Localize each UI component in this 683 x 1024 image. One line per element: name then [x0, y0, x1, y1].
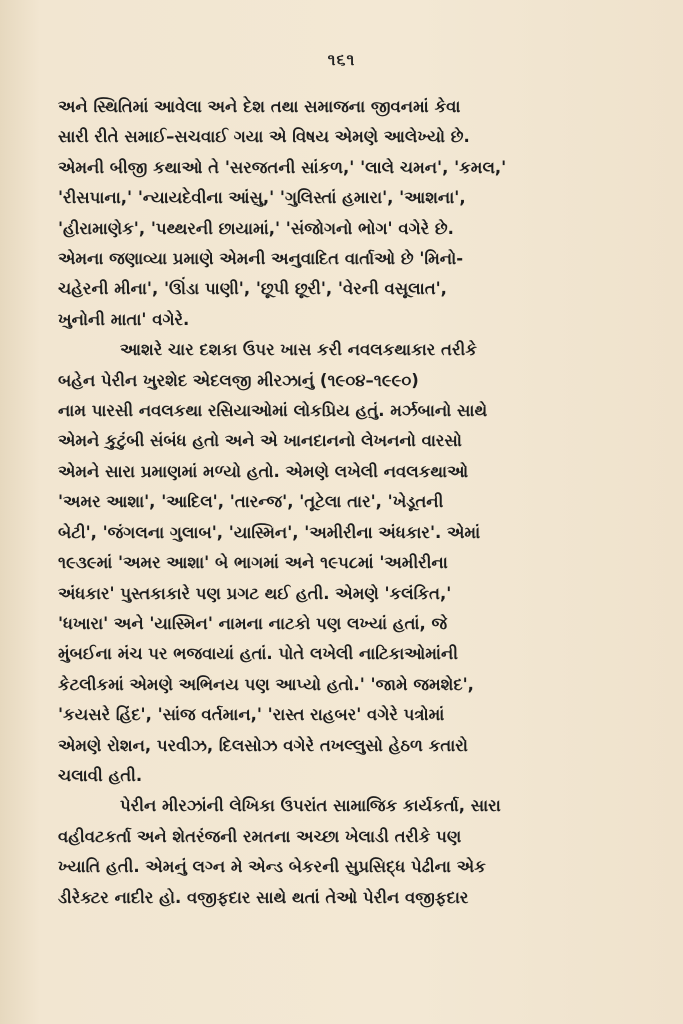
- text-line: ખુનોની માતા' વગેરે.: [58, 309, 190, 329]
- text-line: ડીરેક્ટર નાદીર હો. વજીફદાર સાથે થતાં તેઓ પેરીન વજીફદાર: [58, 887, 469, 907]
- text-line: નામ પારસી નવલકથા રસિયાઓમાં લોકપ્રિય હતું. મર્ઝબાનો સાથે: [58, 401, 488, 421]
- text-line: ૧૯૩૯માં 'અમર આશા' બે ભાગમાં અને ૧૯૫૮માં 'અમીરીના: [58, 553, 448, 573]
- body-text: [58, 92, 628, 913]
- paragraph: [58, 92, 628, 335]
- paragraph: [58, 791, 628, 913]
- text-line: આશરે ચાર દશકા ઉપર ખાસ કરી નવલકથાકાર તરીકે: [120, 340, 477, 360]
- text-line: એમને સારા પ્રમાણમાં મળ્યો હતો. એમણે લખેલી નવલકથાઓ: [58, 461, 469, 481]
- text-line: ચલાવી હતી.: [58, 765, 143, 785]
- text-line: 'રીસપાના,' 'ન્યાયદેવીના આંસુ,' 'ગુલિસ્તાં હમારા', 'આશના',: [58, 188, 466, 208]
- text-line: એમણે રોશન, પરવીઝ, દિલસોઝ વગેરે તખલ્લુસો હેઠળ કતારો: [58, 735, 468, 755]
- text-line: અંધકાર' પુસ્તકાકારે પણ પ્રગટ થઈ હતી. એમણે 'કલંકિત,': [58, 583, 452, 603]
- text-line: મુંબઈના મંચ પર ભજવાયાં હતાં. પોતે લખેલી નાટિકાઓમાંની: [58, 644, 458, 664]
- text-line: 'ધખારા' અને 'યાસ્મિન' નામના નાટકો પણ લખ્યાં હતાં, જે: [58, 613, 448, 633]
- text-line: 'હીરામાણેક', 'પથ્થરની છાયામાં,' 'સંજોગનો ભોગ' વગેરે છે.: [58, 218, 454, 238]
- text-line: એમને કુટુંબી સંબંધ હતો અને એ ખાનદાનનો લેખનનો વારસો: [58, 431, 462, 451]
- text-line: સારી રીતે સમાઈ–સચવાઈ ગયા એ વિષય એમણે આલેખ્યો છે.: [58, 127, 470, 147]
- text-line: 'કયસરે હિંદ', 'સાંજ વર્તમાન,' 'રાસ્ત રાહબર' વગેરે પત્રોમાં: [58, 705, 445, 725]
- page-number: ૧૬૧: [327, 50, 356, 69]
- text-line: વહીવટકર્તા અને શેતરંજની રમતના અચ્છા ખેલાડી તરીકે પણ: [58, 826, 462, 846]
- text-line: બહેન પેરીન ખુરશેદ એદલજી મીરઝાનું (૧૯૦૪–૧૯૯૦): [58, 370, 419, 390]
- text-line: ચહેરની મીના', 'ઊંડા પાણી', 'છૂપી છૂરી', 'વેરની વસૂલાત',: [58, 279, 447, 299]
- paragraph: [58, 335, 628, 791]
- text-line: ખ્યાતિ હતી. એમનું લગ્ન મે એન્ડ બેકરની સુપ્રસિદ્ધ પેઢીના એક: [58, 857, 486, 877]
- text-line: 'અમર આશા', 'આદિલ', 'તારન્જ', 'તૂટેલા તાર', 'ખેડૂતની: [58, 492, 444, 512]
- text-line: બેટી', 'જંગલના ગુલાબ', 'યાસ્મિન', 'અમીરીના અંધકાર'. એમાં: [58, 522, 481, 542]
- text-line: પેરીન મીરઝાંની લેખિકા ઉપરાંત સામાજિક કાર્યકર્તા, સારા: [120, 796, 501, 816]
- text-line: એમની બીજી કથાઓ તે 'સરજતની સાંકળ,' 'લાલે ચમન', 'કમલ,': [58, 157, 507, 177]
- text-line: એમના જણાવ્યા પ્રમાણે એમની અનુવાદિત વાર્તાઓ છે 'મિનો-: [58, 249, 464, 269]
- text-line: અને સ્થિતિમાં આવેલા અને દેશ તથા સમાજના જીવનમાં કેવા: [58, 97, 461, 116]
- text-line: કેટલીકમાં એમણે અભિનય પણ આપ્યો હતો.' 'જામે જમશેદ',: [58, 674, 474, 694]
